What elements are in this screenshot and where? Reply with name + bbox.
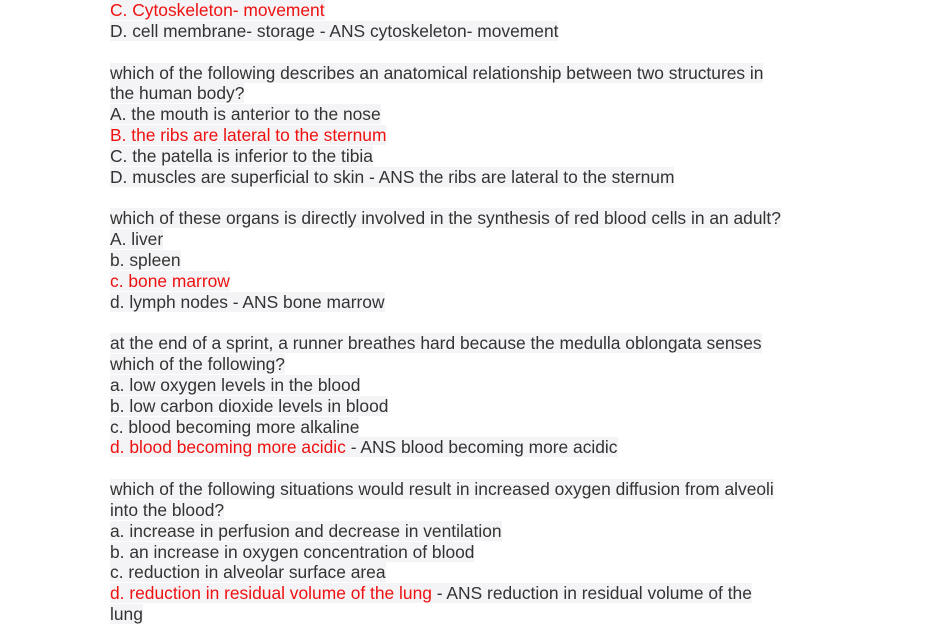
text-run: A. liver — [110, 229, 164, 250]
text-run: b. low carbon dioxide levels in blood — [110, 395, 389, 416]
question-text — [110, 63, 830, 84]
answer-line — [110, 0, 830, 21]
correct-answer-highlight: C. Cytoskeleton- movement — [110, 0, 325, 20]
text-run: b. spleen — [110, 249, 181, 270]
option-d-continuation — [110, 604, 830, 625]
option-c — [110, 271, 830, 292]
paragraph-gap — [110, 458, 830, 479]
question-text — [110, 208, 830, 229]
option-c — [110, 146, 830, 167]
option-d — [110, 167, 830, 188]
correct-answer-highlight: B. the ribs are lateral to the sternum — [110, 124, 387, 145]
option-b — [110, 396, 830, 417]
answer-line — [110, 21, 830, 42]
text-run: lung — [110, 603, 143, 624]
text-run: D. muscles are superficial to skin - ANS the ribs are lateral to the sternum — [110, 166, 675, 187]
option-a — [110, 375, 830, 396]
text-run: b. an increase in oxygen concentration of blood — [110, 541, 475, 562]
correct-answer-highlight: d. blood becoming more acidic — [110, 437, 346, 458]
text-run: D. cell membrane- storage - ANS cytoskeleton- movement — [110, 20, 559, 41]
question-text — [110, 479, 830, 500]
option-c — [110, 562, 830, 583]
text-run: which of the following describes an anatomical relationship between two structures in — [110, 62, 764, 83]
text-run: d. lymph nodes - ANS bone marrow — [110, 291, 385, 312]
text-run: into the blood? — [110, 499, 225, 520]
text-run: a. low oxygen levels in the blood — [110, 374, 361, 395]
text-run: which of the following? — [110, 354, 285, 375]
text-run: at the end of a sprint, a runner breathes hard because the medulla oblongata senses — [110, 333, 762, 354]
option-d — [110, 292, 830, 313]
option-c — [110, 417, 830, 438]
text-run: c. reduction in alveolar surface area — [110, 562, 386, 583]
option-b — [110, 542, 830, 563]
text-run: - ANS blood becoming more acidic — [345, 437, 618, 458]
option-b — [110, 250, 830, 271]
correct-answer-highlight: c. bone marrow — [110, 270, 230, 291]
document-body — [110, 0, 830, 625]
text-run: which of these organs is directly involved in the synthesis of red blood cells in an adult? — [110, 208, 781, 229]
option-a — [110, 521, 830, 542]
option-a — [110, 104, 830, 125]
option-d — [110, 437, 830, 458]
option-b — [110, 125, 830, 146]
question-text — [110, 354, 830, 375]
question-text — [110, 500, 830, 521]
text-run: A. the mouth is anterior to the nose — [110, 104, 381, 125]
paragraph-gap — [110, 312, 830, 333]
text-run: c. blood becoming more alkaline — [110, 416, 360, 437]
text-run: which of the following situations would result in increased oxygen diffusion from alveoli — [110, 479, 774, 500]
text-run: a. increase in perfusion and decrease in ventilation — [110, 520, 502, 541]
option-a — [110, 229, 830, 250]
text-run: C. the patella is inferior to the tibia — [110, 145, 373, 166]
correct-answer-highlight: d. reduction in residual volume of the lung — [110, 583, 432, 604]
paragraph-gap — [110, 42, 830, 63]
text-run: the human body? — [110, 83, 245, 104]
text-run: - ANS reduction in residual volume of the — [431, 583, 752, 604]
paragraph-gap — [110, 187, 830, 208]
question-text — [110, 83, 830, 104]
option-d — [110, 583, 830, 604]
question-text — [110, 333, 830, 354]
